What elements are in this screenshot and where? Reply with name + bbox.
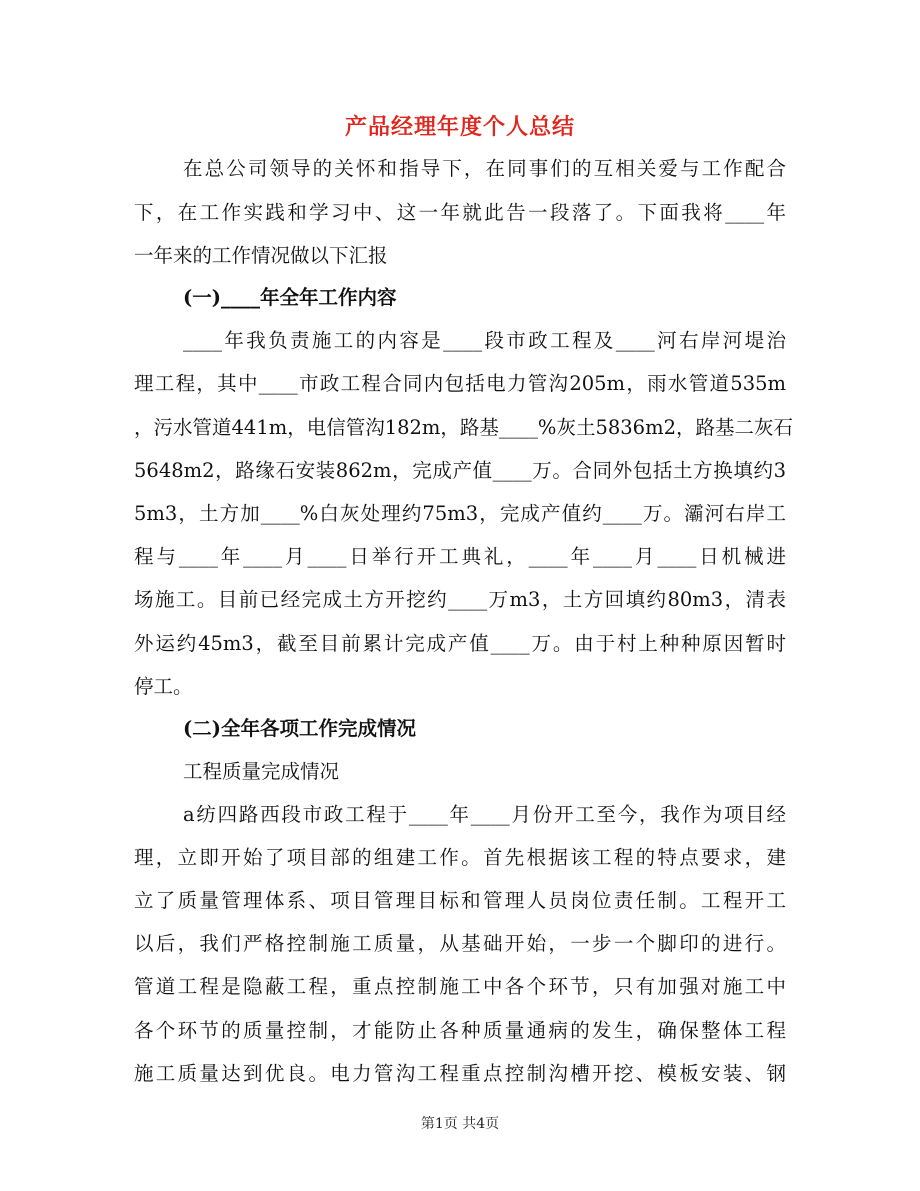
paragraph-line: 理，立即开始了项目部的组建工作。首先根据该工程的特点要求，建 (134, 846, 786, 869)
paragraph-line: 管道工程是隐蔽工程，重点控制施工中各个环节，只有加强对施工中 (134, 975, 786, 998)
subheading: 工程质量完成情况 (183, 760, 340, 783)
paragraph-line: 外运约45m3，截至目前累计完成产值____万。由于村上种种原因暂时 (134, 632, 786, 655)
paragraph-line: 场施工。目前已经完成土方开挖约____万m3，土方回填约80m3，清表 (134, 588, 786, 611)
paragraph-line: a纺四路西段市政工程于____年____月份开工至今，我作为项目经 (183, 803, 786, 826)
paragraph-line: 理工程，其中____市政工程合同内包括电力管沟205m，雨水管道535m (134, 372, 786, 395)
paragraph-line: ，污水管道441m，电信管沟182m，路基____%灰土5836m2，路基二灰石 (134, 416, 793, 439)
paragraph-line: 程与____年____月____日举行开工典礼，____年____月____日机械进 (134, 545, 786, 568)
paragraph-line: 在总公司领导的关怀和指导下，在同事们的互相关爱与工作配合 (183, 157, 786, 180)
section-heading-1: (一)____年全年工作内容 (183, 286, 397, 309)
paragraph-line: 停工。 (134, 675, 193, 698)
paragraph-line: 下，在工作实践和学习中、这一年就此告一段落了。下面我将____年 (134, 201, 786, 224)
paragraph-line: 一年来的工作情况做以下汇报 (134, 244, 388, 267)
page-number: 第1页 共4页 (420, 1116, 500, 1132)
paragraph-line: 各个环节的质量控制，才能防止各种质量通病的发生，确保整体工程 (134, 1019, 786, 1042)
section-heading-2: (二)全年各项工作完成情况 (183, 717, 416, 740)
paragraph-line: 5648m2，路缘石安装862m，完成产值____万。合同外包括土方换填约3 (134, 459, 786, 482)
paragraph-line: 立了质量管理体系、项目管理目标和管理人员岗位责任制。工程开工 (134, 889, 786, 912)
document-title: 产品经理年度个人总结 (344, 114, 575, 140)
paragraph-line: 5m3，土方加____%白灰处理约75m3，完成产值约____万。灞河右岸工 (134, 502, 786, 525)
paragraph-line: ____年我负责施工的内容是____段市政工程及____河右岸河堤治 (183, 329, 786, 352)
paragraph-line: 以后，我们严格控制施工质量，从基础开始，一步一个脚印的进行。 (134, 932, 786, 955)
paragraph-line: 施工质量达到优良。电力管沟工程重点控制沟槽开挖、模板安装、钢 (134, 1062, 786, 1085)
